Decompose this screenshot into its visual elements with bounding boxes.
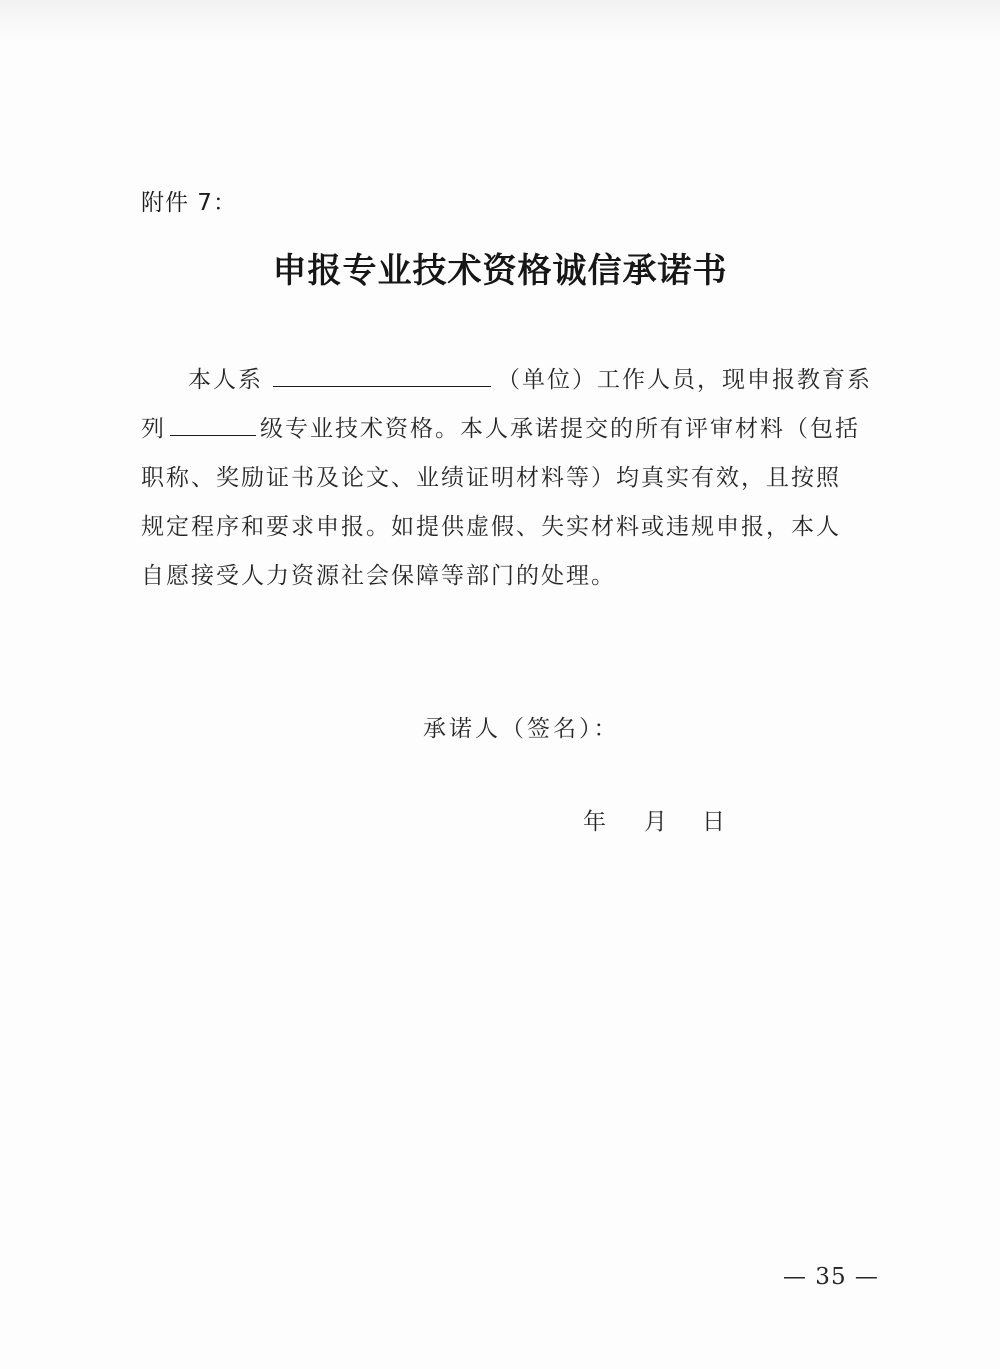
attachment-label: 附件 7： <box>141 190 237 216</box>
date-year-label: 年 <box>583 809 606 835</box>
unit-blank-field[interactable] <box>273 360 491 387</box>
paragraph-line-4: 规定程序和要求申报。如提供虚假、失实材料或违规申报，本人 <box>141 514 841 540</box>
page-number: — 35 — <box>783 1264 879 1290</box>
date-month-label: 月 <box>644 809 667 835</box>
signature-label: 承诺人（签名）： <box>423 716 620 742</box>
document-title: 申报专业技术资格诚信承诺书 <box>272 251 728 291</box>
paragraph-line-2 <box>141 405 860 454</box>
level-blank-field[interactable] <box>170 409 256 436</box>
paragraph-line-1 <box>188 356 872 405</box>
line2-suffix: 级专业技术资格。本人承诺提交的所有评审材料（包括 <box>260 416 860 442</box>
scan-shadow <box>0 0 1000 40</box>
line1-suffix: （单位）工作人员，现申报教育系 <box>497 367 872 393</box>
paragraph-line-3: 职称、奖励证书及论文、业绩证明材料等）均真实有效，且按照 <box>141 465 841 491</box>
date-day-label: 日 <box>702 809 725 835</box>
line2-prefix: 列 <box>141 416 166 442</box>
line1-prefix: 本人系 <box>188 367 263 393</box>
paragraph-line-5: 自愿接受人力资源社会保障等部门的处理。 <box>141 563 616 589</box>
